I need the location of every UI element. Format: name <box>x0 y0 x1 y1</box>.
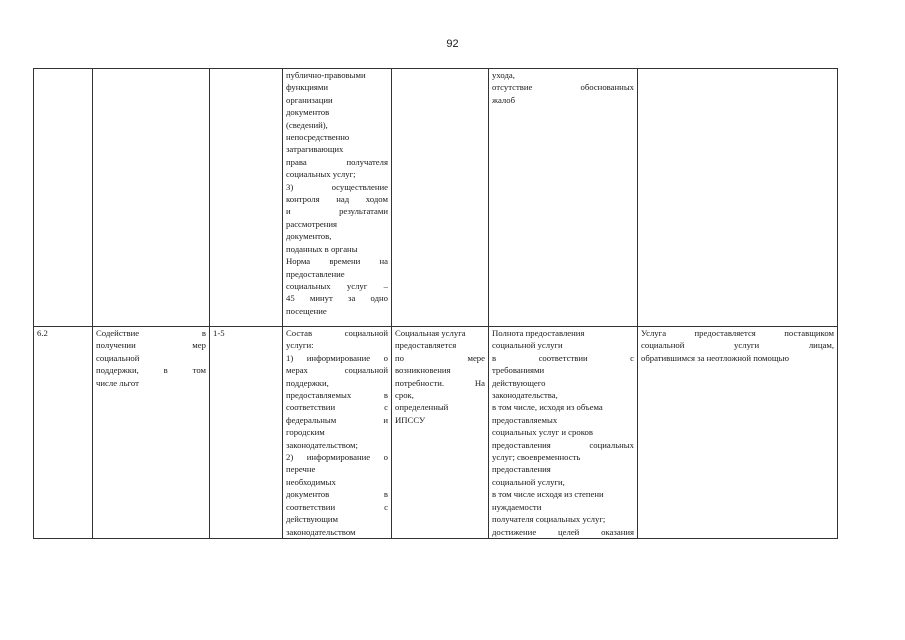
cell-text-line: (сведений), <box>286 119 328 130</box>
cell-text-line: получателя социальных услуг; <box>492 514 606 525</box>
cell-text-line: Услуга предоставляется поставщиком <box>641 328 834 338</box>
cell-quality-indicators <box>489 327 638 539</box>
services-table <box>33 68 838 539</box>
cell-text-line: контроля над ходом <box>286 194 388 205</box>
cell-terms <box>392 327 489 539</box>
cell-text-line: соответствии с <box>286 402 388 413</box>
cell-text-line: Социальная услуга <box>395 328 466 338</box>
cell-text-line: получении мер <box>96 340 206 351</box>
cell-text-line: 3) осуществление <box>286 181 388 192</box>
cell-text-line: 1) информирование о <box>286 352 388 363</box>
cell-service-name <box>93 69 210 327</box>
cell-text-line: законодательством; <box>286 439 358 450</box>
cell-text-line: предоставляемых <box>492 414 558 425</box>
cell-text-line: действующим <box>286 514 339 525</box>
cell-text-line: 45 минут за одно <box>286 293 388 304</box>
cell-text-line: действующего <box>492 377 546 388</box>
cell-text-line: поддержки, <box>286 377 329 388</box>
cell-service-content <box>283 69 392 327</box>
cell-text-line: 6.2 <box>37 328 48 338</box>
cell-text-line: Содействие в <box>96 328 206 338</box>
cell-terms <box>392 69 489 327</box>
cell-text-line: в соответствии с <box>492 352 634 363</box>
cell-text-line: затрагивающих <box>286 144 344 155</box>
cell-text-line: рассмотрения <box>286 218 338 229</box>
cell-text-line: предоставления социальных <box>492 439 634 450</box>
cell-conditions <box>638 69 838 327</box>
cell-text-line: необходимых <box>286 476 336 487</box>
cell-text-line: социальной услуги лицам, <box>641 340 834 351</box>
cell-text-line: потребности. На <box>395 377 485 388</box>
cell-text-line: поддержки, в том <box>96 365 206 376</box>
cell-text-line: законодательством <box>286 526 356 537</box>
cell-text-line: Полнота предоставления <box>492 328 585 338</box>
cell-text-line: законодательства, <box>492 390 558 401</box>
cell-text-line: социальной услуги, <box>492 476 565 487</box>
cell-text-line: 2) информирование о <box>286 452 388 463</box>
cell-text-line: социальных услуг и сроков <box>492 427 593 438</box>
cell-text-line: публично-правовыми <box>286 70 366 80</box>
cell-text-line: социальной <box>96 352 140 363</box>
cell-text-line: соответствии с <box>286 501 388 512</box>
cell-text-line: организации <box>286 94 333 105</box>
cell-conditions <box>638 327 838 539</box>
cell-text-line: документов в <box>286 489 388 500</box>
cell-service-content <box>283 327 392 539</box>
cell-text-line: обратившимся за неотложной помощью <box>641 352 790 363</box>
cell-text-line: Состав социальной <box>286 328 388 338</box>
cell-text-line: нуждаемости <box>492 501 542 512</box>
cell-service-name <box>93 327 210 539</box>
cell-text-line: социальной услуги <box>492 340 563 351</box>
cell-text-line: документов, <box>286 231 332 242</box>
cell-text-line: в том числе, исходя из объема <box>492 402 603 413</box>
table-row <box>34 327 838 539</box>
cell-text-line: социальных услуг – <box>286 280 388 291</box>
cell-text-line: ИПССУ <box>395 414 426 425</box>
cell-text-line: 1-5 <box>213 328 225 338</box>
cell-text-line: федеральным и <box>286 414 388 425</box>
cell-number <box>34 69 93 327</box>
cell-text-line: определенный <box>395 402 449 413</box>
cell-number <box>34 327 93 539</box>
cell-text-line: достижение целей оказания <box>492 526 634 537</box>
cell-text-line: числе льгот <box>96 377 139 388</box>
cell-text-line: функциями <box>286 82 329 93</box>
cell-text-line: посещение <box>286 305 327 316</box>
cell-text-line: права получателя <box>286 156 388 167</box>
cell-text-line: по мере <box>395 352 485 363</box>
cell-text-line: отсутствие обоснованных <box>492 82 634 93</box>
cell-text-line: предоставляется <box>395 340 457 351</box>
page-number: 92 <box>446 38 459 50</box>
cell-text-line: предоставления <box>492 464 551 475</box>
cell-text-line: в том числе исходя из степени <box>492 489 604 500</box>
cell-text-line: предоставление <box>286 268 345 279</box>
table-row <box>34 69 838 327</box>
cell-text-line: перечне <box>286 464 316 475</box>
cell-text-line: требованиями <box>492 365 545 376</box>
cell-text-line: услуги: <box>286 340 314 351</box>
cell-period <box>210 327 283 539</box>
cell-text-line: поданных в органы <box>286 243 358 254</box>
cell-text-line: социальных услуг; <box>286 169 356 180</box>
cell-text-line: документов <box>286 107 330 118</box>
cell-text-line: мерах социальной <box>286 365 388 376</box>
cell-text-line: и результатами <box>286 206 388 217</box>
cell-text-line: городским <box>286 427 325 438</box>
cell-text-line: Норма времени на <box>286 256 388 267</box>
cell-text-line: срок, <box>395 390 414 401</box>
cell-text-line: ухода, <box>492 70 515 80</box>
cell-text-line: жалоб <box>492 94 516 105</box>
cell-text-line: возникновения <box>395 365 451 376</box>
cell-period <box>210 69 283 327</box>
cell-quality-indicators <box>489 69 638 327</box>
cell-text-line: предоставляемых в <box>286 390 388 401</box>
cell-text-line: услуг; своевременность <box>492 452 581 463</box>
cell-text-line: непосредственно <box>286 132 350 143</box>
